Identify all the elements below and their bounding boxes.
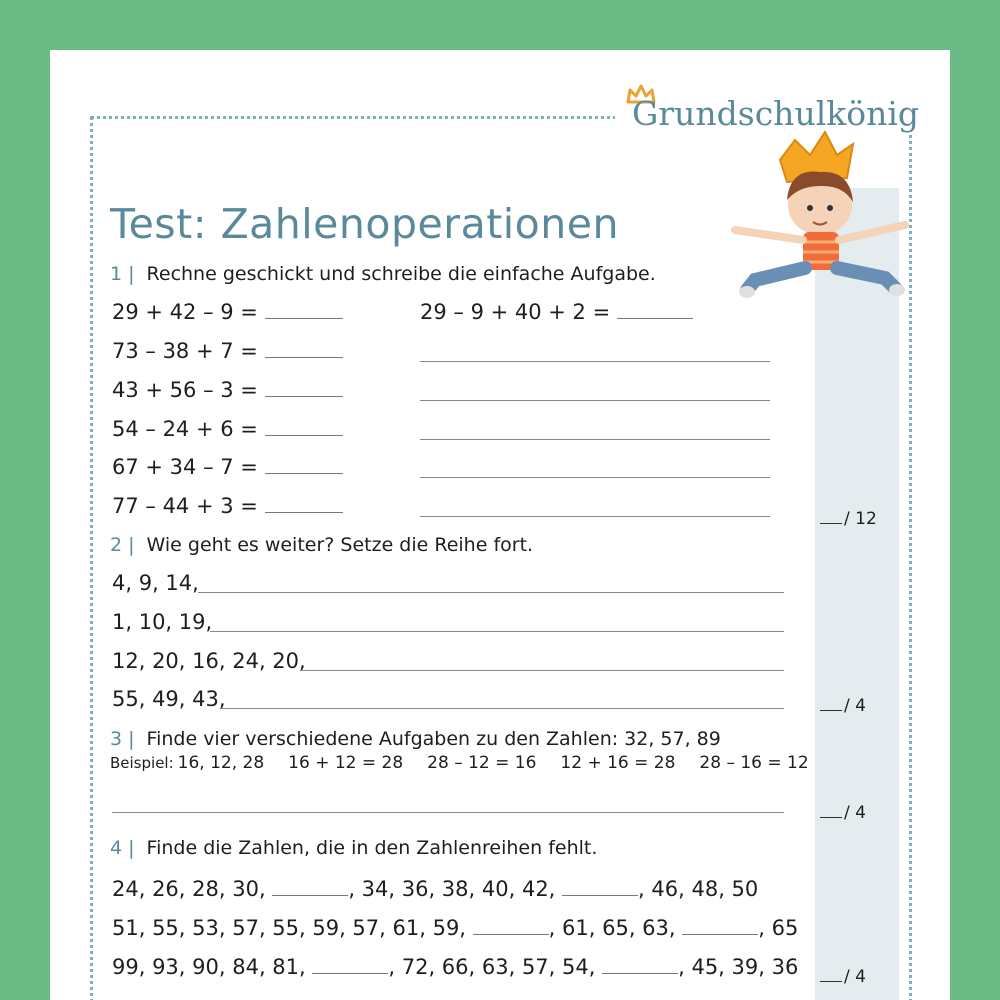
writing-line[interactable] xyxy=(220,708,784,709)
score-blank[interactable] xyxy=(820,710,842,711)
task-instruction: Finde vier verschiedene Aufgaben zu den Zahlen: 32, 57, 89 xyxy=(146,728,721,750)
task-2-row: 4, 9, 14, xyxy=(112,571,199,595)
page-title: Test: Zahlenoperationen xyxy=(110,200,619,248)
answer-blank[interactable] xyxy=(265,340,343,358)
score-blank[interactable] xyxy=(820,981,842,982)
task-1-heading xyxy=(110,263,656,285)
task-4-row: 99, 93, 90, 84, 81, , 72, 66, 63, 57, 54, , 45, 39, 36 xyxy=(112,955,799,979)
answer-blank[interactable] xyxy=(265,456,343,474)
answer-blank[interactable] xyxy=(265,301,343,319)
task-3-example: Beispiel: 16, 12, 28 16 + 12 = 28 28 – 12 = 16 12 + 16 = 28 28 – 16 = 12 xyxy=(110,753,809,773)
answer-blank[interactable] xyxy=(602,956,678,974)
task-4-heading xyxy=(110,837,597,859)
task-2-heading xyxy=(110,534,533,556)
task-3-score: / 4 xyxy=(820,803,866,823)
answer-blank[interactable] xyxy=(617,301,693,319)
task-number: 4 | xyxy=(110,837,135,859)
score-blank[interactable] xyxy=(820,817,842,818)
task-1-row: 67 + 34 – 7 = xyxy=(112,455,343,479)
task-instruction: Finde die Zahlen, die in den Zahlenreihen fehlt. xyxy=(146,837,598,859)
answer-blank[interactable] xyxy=(272,878,348,896)
task-1-row: 77 – 44 + 3 = xyxy=(112,494,343,518)
task-2-row: 55, 49, 43, xyxy=(112,687,226,711)
task-1-score: / 12 xyxy=(820,509,877,529)
task-1-row: 29 + 42 – 9 = xyxy=(112,300,343,324)
answer-blank[interactable] xyxy=(312,956,388,974)
answer-blank[interactable] xyxy=(265,379,343,397)
task-number: 1 | xyxy=(110,263,135,285)
score-blank[interactable] xyxy=(820,523,842,524)
brand-logo: Grundschulkönig xyxy=(632,94,920,133)
task-instruction: Rechne geschickt und schreibe die einfache Aufgabe. xyxy=(146,263,656,285)
answer-blank[interactable] xyxy=(562,878,638,896)
writing-line[interactable] xyxy=(420,516,770,517)
task-1-row: 73 – 38 + 7 = xyxy=(112,339,343,363)
task-3-heading xyxy=(110,728,721,750)
answer-blank[interactable] xyxy=(265,418,343,436)
cartoon-boy-illustration xyxy=(725,130,915,330)
task-2-score: / 4 xyxy=(820,696,866,716)
answer-blank[interactable] xyxy=(473,917,549,935)
writing-line[interactable] xyxy=(198,592,784,593)
task-4-row: 51, 55, 53, 57, 55, 59, 57, 61, 59, , 61, 65, 63, , 65 xyxy=(112,916,799,940)
writing-line[interactable] xyxy=(420,439,770,440)
worksheet xyxy=(50,50,950,1000)
task-1-example-row: 29 – 9 + 40 + 2 = xyxy=(420,300,693,324)
writing-line[interactable] xyxy=(210,631,784,632)
task-number: 2 | xyxy=(110,534,135,556)
task-1-row: 43 + 56 – 3 = xyxy=(112,378,343,402)
answer-blank[interactable] xyxy=(265,495,343,513)
task-4-row: 24, 26, 28, 30, , 34, 36, 38, 40, 42, , 46, 48, 50 xyxy=(112,877,759,901)
writing-line[interactable] xyxy=(420,361,770,362)
task-instruction: Wie geht es weiter? Setze die Reihe fort. xyxy=(146,534,534,556)
writing-line[interactable] xyxy=(300,670,784,671)
writing-line[interactable] xyxy=(420,477,770,478)
task-number: 3 | xyxy=(110,728,135,750)
writing-line[interactable] xyxy=(420,400,770,401)
task-2-row: 1, 10, 19, xyxy=(112,610,213,634)
task-2-row: 12, 20, 16, 24, 20, xyxy=(112,649,306,673)
answer-blank[interactable] xyxy=(682,917,758,935)
task-1-row: 54 – 24 + 6 = xyxy=(112,417,343,441)
writing-line[interactable] xyxy=(112,812,784,813)
task-4-score: / 4 xyxy=(820,967,866,987)
